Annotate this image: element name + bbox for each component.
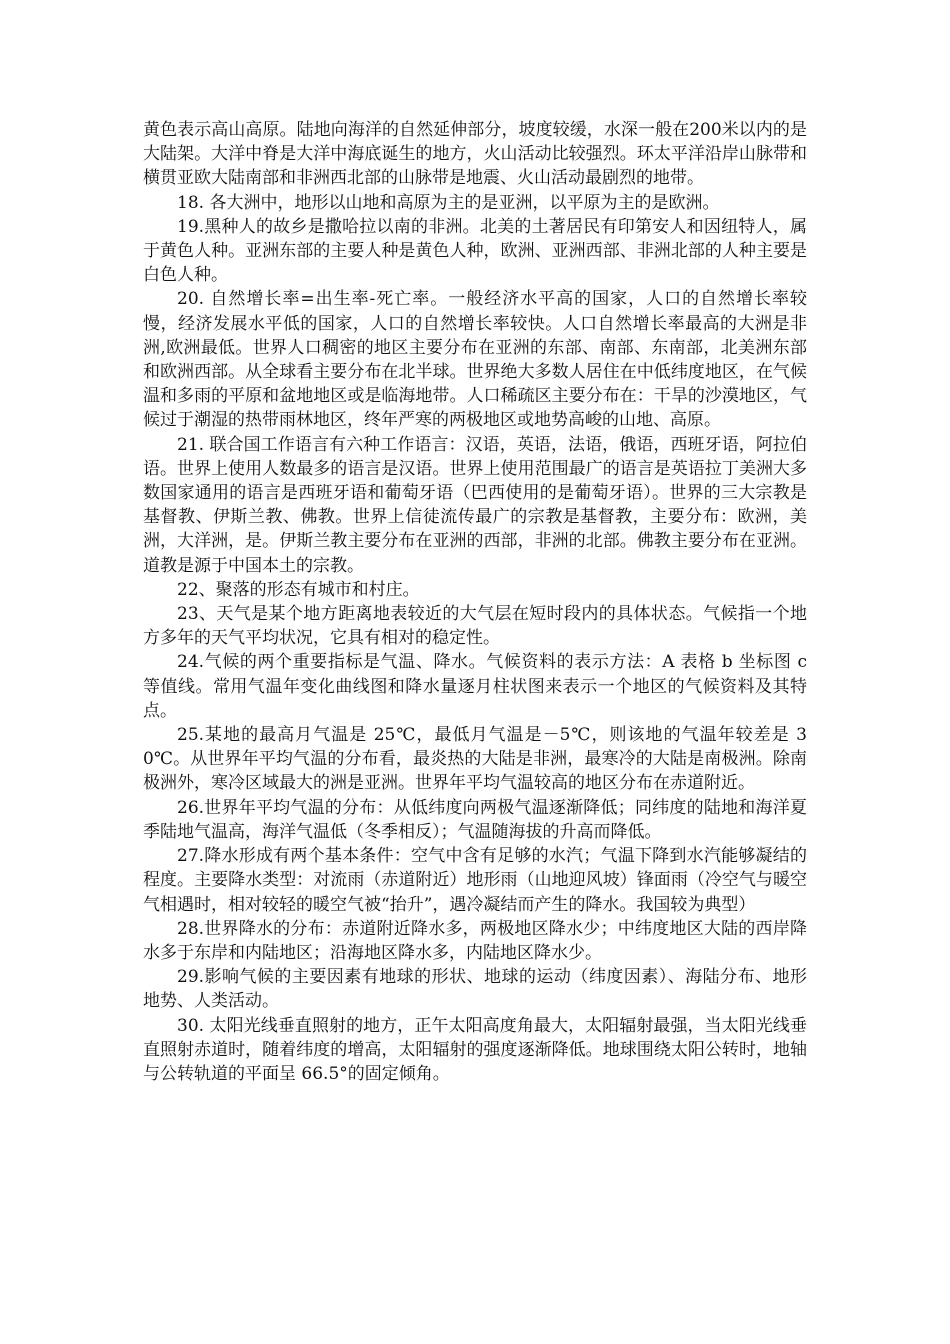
paragraph-26: 26.世界年平均气温的分布：从低纬度向两极气温逐渐降低；同纬度的陆地和海洋夏季陆地气温高，海洋气温低（冬季相反）；气温随海拔的升高而降低。 xyxy=(143,797,807,842)
paragraph-29: 29.影响气候的主要因素有地球的形状、地球的运动（纬度因素）、海陆分布、地形地势、人类活动。 xyxy=(143,967,807,1012)
paragraph-28: 28.世界降水的分布：赤道附近降水多，两极地区降水少；中纬度地区大陆的西岸降水多于东岸和内陆地区；沿海地区降水多，内陆地区降水少。 xyxy=(143,918,807,963)
document-page xyxy=(143,118,807,1086)
paragraph-20: 20. 自然增长率=出生率-死亡率。一般经济水平高的国家，人口的自然增长率较慢，经济发展水平低的国家，人口的自然增长率较快。人口自然增长率最高的大洲是非洲,欧洲最低。世界人口稠密的地区主要分布在亚洲的东部、南部、东南部，北美洲东部和欧洲西部。从全球看主要分布在北半球。世界绝大多数人居住在中低纬度地区，在气候温和多雨的平原和盆地地区或是临海地带。人口稀疏区主要分布在：干旱的沙漠地区，气候过于潮湿的热带雨林地区，终年严寒的两极地区或地势高峻的山地、高原。 xyxy=(143,289,807,431)
paragraph-30: 30. 太阳光线垂直照射的地方，正午太阳高度角最大，太阳辐射最强，当太阳光线垂直照射赤道时，随着纬度的增高，太阳辐射的强度逐渐降低。地球围绕太阳公转时，地轴与公转轨道的平面呈 66.5°的固定倾角。 xyxy=(143,1015,807,1084)
paragraph-22: 22、聚落的形态有城市和村庄。 xyxy=(177,579,420,600)
paragraph-24: 24.气候的两个重要指标是气温、降水。气候资料的表示方法：A 表格 b 坐标图 c 等值线。常用气温年变化曲线图和降水量逐月柱状图来表示一个地区的气候资料及其特点。 xyxy=(143,652,807,721)
paragraph-23: 23、天气是某个地方距离地表较近的大气层在短时段内的具体状态。气候指一个地方多年的天气平均状况，它具有相对的稳定性。 xyxy=(143,604,807,649)
paragraph-18: 18. 各大洲中，地形以山地和高原为主的是亚洲，以平原为主的是欧洲。 xyxy=(177,192,720,213)
paragraph-27: 27.降水形成有两个基本条件：空气中含有足够的水汽；气温下降到水汽能够凝结的程度。主要降水类型：对流雨（赤道附近）地形雨（山地迎风坡）锋面雨（冷空气与暖空气相遇时，相对较轻的暖空气被“抬升”，遇冷凝结而产生的降水。我国较为典型） xyxy=(143,846,807,915)
paragraph-intro-continued: 黄色表示高山高原。陆地向海洋的自然延伸部分，坡度较缓，水深一般在200米以内的是大陆架。大洋中脊是大洋中海底诞生的地方，火山活动比较强烈。环太平洋沿岸山脉带和横贯亚欧大陆南部和非洲西北部的山脉带是地震、火山活动最剧烈的地带。 xyxy=(143,120,807,189)
paragraph-19: 19.黑种人的故乡是撒哈拉以南的非洲。北美的土著居民有印第安人和因纽特人，属于黄色人种。亚洲东部的主要人种是黄色人种，欧洲、亚洲西部、非洲北部的人种主要是白色人种。 xyxy=(143,216,807,286)
paragraph-25: 25.某地的最高月气温是 25℃，最低月气温是－5℃，则该地的气温年较差是 30℃。从世界年平均气温的分布看，最炎热的大陆是非洲，最寒冷的大陆是南极洲。除南极洲外，寒冷区域最大的洲是亚洲。世界年平均气温较高的地区分布在赤道附近。 xyxy=(143,725,807,794)
paragraph-21: 21. 联合国工作语言有六种工作语言：汉语，英语，法语，俄语，西班牙语，阿拉伯语。世界上使用人数最多的语言是汉语。世界上使用范围最广的语言是英语拉丁美洲大多数国家通用的语言是西班牙语和葡萄牙语（巴西使用的是葡萄牙语）。世界的三大宗教是基督教、伊斯兰教、佛教。世界上信徒流传最广的宗教是基督教，主要分布：欧洲，美洲，大洋洲，是。伊斯兰教主要分布在亚洲的西部，非洲的北部。佛教主要分布在亚洲。道教是源于中国本土的宗教。 xyxy=(143,434,807,576)
